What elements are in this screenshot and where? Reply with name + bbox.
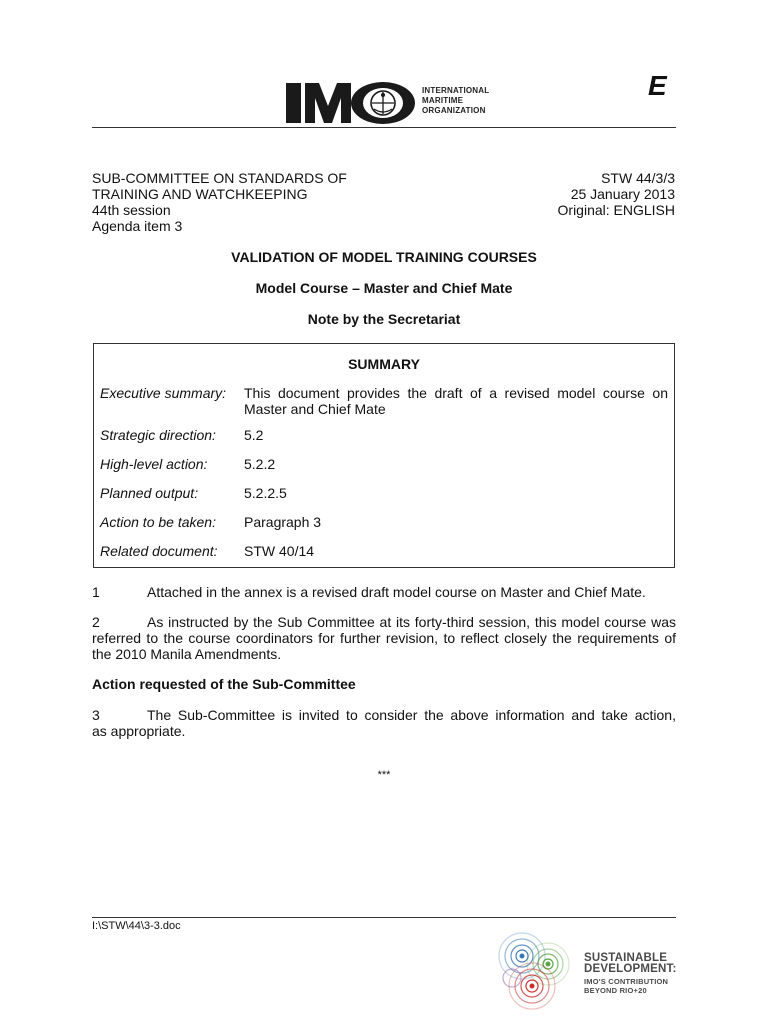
summary-value: STW 40/14: [244, 543, 315, 559]
summary-label: Related document:: [100, 543, 218, 559]
summary-value-line: This document provides the draft of a revised model course on: [244, 385, 668, 401]
summary-heading: SUMMARY: [348, 356, 420, 372]
sustainable-development-label: [584, 953, 677, 995]
paragraph-line: referred to the course coordinators for further revision, to reflect closely the requirements of: [92, 630, 676, 646]
document-subtitle: Model Course – Master and Chief Mate: [255, 280, 513, 296]
summary-value-line: Master and Chief Mate: [244, 401, 386, 417]
paragraph-2: [92, 614, 676, 662]
paragraph-number: 2: [92, 614, 100, 630]
org-name-line: MARITIME: [422, 96, 464, 105]
paragraph-line: as appropriate.: [92, 723, 186, 739]
summary-value: 5.2: [244, 427, 264, 443]
paragraph-line: [92, 614, 676, 630]
summary-value: 5.2.2.5: [244, 485, 287, 501]
document-title: VALIDATION OF MODEL TRAINING COURSES: [231, 249, 537, 265]
summary-value: 5.2.2: [244, 456, 276, 472]
paragraph-3: [92, 707, 676, 739]
agenda-line: Agenda item 3: [92, 218, 183, 234]
committee-info: [92, 170, 347, 234]
sd-title-line: SUSTAINABLE: [584, 952, 668, 964]
summary-box: [93, 343, 675, 568]
committee-name-line: SUB-COMMITTEE ON STANDARDS OF: [92, 170, 347, 186]
summary-value: Paragraph 3: [244, 514, 322, 530]
sd-title-line: DEVELOPMENT:: [584, 963, 677, 975]
section-heading: Action requested of the Sub-Committee: [92, 676, 356, 692]
document-number: STW 44/3/3: [601, 170, 675, 186]
paragraph-1: [92, 584, 676, 600]
summary-label: Action to be taken:: [100, 514, 216, 530]
document-date: 25 January 2013: [570, 186, 675, 202]
footer-rule: [92, 917, 676, 918]
paragraph-text: As instructed by the Sub Committee at its forty-third session, this model course was: [147, 614, 676, 630]
file-reference: I:\STW\44\3-3.doc: [92, 920, 181, 932]
org-name-line: ORGANIZATION: [422, 106, 486, 115]
summary-label: High-level action:: [100, 456, 208, 472]
separator-asterisks: ***: [377, 769, 391, 781]
summary-label: Strategic direction:: [100, 427, 216, 443]
document-info: [558, 170, 675, 218]
sd-subtitle-line: IMO'S CONTRIBUTION: [584, 977, 669, 986]
imo-logo-mark: [286, 80, 418, 126]
language-mark: E: [648, 70, 667, 101]
summary-label: Executive summary:: [100, 385, 227, 401]
imo-logo: [286, 80, 526, 126]
paragraph-number: 3: [92, 707, 100, 723]
summary-label: Planned output:: [100, 485, 199, 501]
summary-value: [244, 385, 668, 417]
paragraph-text: The Sub-Committee is invited to consider the above information and take action,: [147, 707, 676, 723]
org-name-line: INTERNATIONAL: [422, 86, 490, 95]
paragraph-line: the 2010 Manila Amendments.: [92, 646, 282, 662]
header-rule: [92, 127, 676, 128]
paragraph-number: 1: [92, 584, 100, 600]
paragraph-line: [92, 707, 676, 723]
committee-name-line: TRAINING AND WATCHKEEPING: [92, 186, 308, 202]
sd-subtitle-line: BEYOND RIO+20: [584, 986, 647, 995]
original-language: Original: ENGLISH: [557, 202, 675, 218]
sustainable-development-emblem-icon: [492, 930, 580, 1014]
session-line: 44th session: [92, 202, 171, 218]
paragraph-text: Attached in the annex is a revised draft model course on Master and Chief Mate.: [147, 584, 646, 600]
document-note: Note by the Secretariat: [307, 311, 461, 327]
imo-org-name: [422, 86, 489, 116]
